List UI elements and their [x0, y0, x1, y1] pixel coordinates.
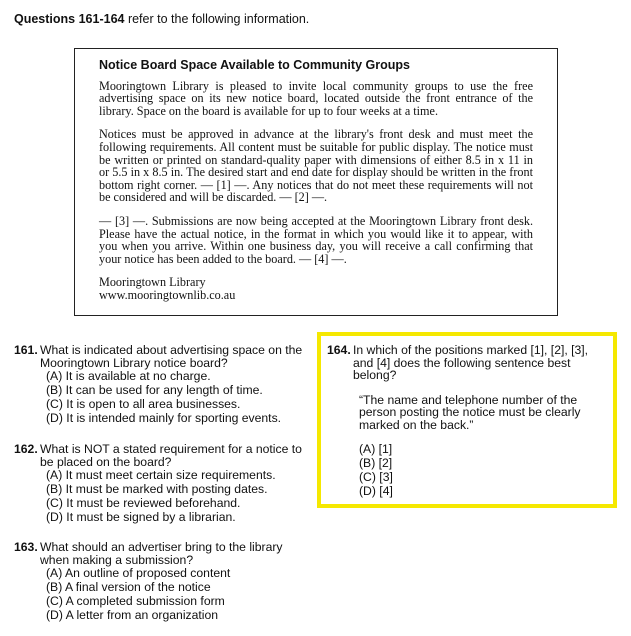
question-number: 163. — [14, 540, 38, 554]
option-c[interactable]: (C) It must be reviewed beforehand. — [46, 496, 241, 511]
question-stem: What should an advertiser bring to the library when making a submission? — [40, 540, 283, 567]
insert-sentence: “The name and telephone number of the person posting the notice must be clearly marked on the back.” — [359, 392, 581, 432]
option-a[interactable]: (A) An outline of proposed content — [46, 566, 231, 581]
question-164 — [327, 344, 609, 498]
notice-signature-name: Mooringtown Library — [99, 275, 206, 290]
option-c[interactable]: (C) [3] — [359, 469, 393, 484]
notice-paragraph-1: Mooringtown Library is pleased to invite local community groups to use the free advertising space on its new notice board, located outside the front entrance of the library. Space on the board is available for up to four weeks at a time. — [99, 78, 533, 118]
answer-options — [46, 468, 304, 524]
question-number: 162. — [14, 442, 38, 456]
answer-options — [359, 442, 609, 498]
notice-signature-url: www.mooringtownlib.co.au — [99, 287, 236, 302]
question-161 — [14, 344, 304, 425]
notice-paragraph-3: — [3] —. Submissions are now being accepted at the Mooringtown Library front desk. Please have the actual notice, in the format in which you would like it to appear, with you when you arrive. Within one business day, you will receive a call confirming that your notice has been added to the board. — [4] —. — [99, 213, 533, 266]
option-c[interactable]: (C) A completed submission form — [46, 594, 225, 609]
option-c[interactable]: (C) It is open to all area businesses. — [46, 397, 241, 412]
notice-box — [74, 48, 558, 316]
option-b[interactable]: (B) A final version of the notice — [46, 580, 211, 595]
question-stem: In which of the positions marked [1], [2], [3], and [4] does the following sentence best belong? — [353, 343, 589, 383]
option-d[interactable]: (D) [4] — [359, 483, 393, 498]
notice-title: Notice Board Space Available to Community Groups — [99, 58, 410, 72]
option-a[interactable]: (A) It must meet certain size requirements. — [46, 468, 276, 483]
question-stem: What is indicated about advertising space on the Mooringtown Library notice board? — [40, 343, 303, 370]
option-b[interactable]: (B) [2] — [359, 455, 393, 470]
question-number: 164. — [327, 343, 351, 357]
answer-options — [46, 566, 304, 622]
option-d[interactable]: (D) It is intended mainly for sporting events. — [46, 411, 282, 426]
questions-intro: refer to the following information. — [124, 12, 310, 26]
option-a[interactable]: (A) It is available at no charge. — [46, 369, 211, 384]
option-d[interactable]: (D) It must be signed by a librarian. — [46, 510, 236, 525]
answer-options — [46, 369, 304, 425]
notice-paragraph-2: Notices must be approved in advance at the library's front desk and must meet the following requirements. All content must be suitable for public display. The notice must be written or printed on standard-quality paper with dimensions of either 8.5 in x 11 in or 5.5 in x 8.5 in. The desired start and end date for display should be written in the front bottom right corner. — [1] —. Any notices that do not meet these requirements will not be considered and will be discarded. — [2] —. — [99, 127, 533, 205]
option-a[interactable]: (A) [1] — [359, 441, 393, 456]
questions-range: Questions 161-164 — [14, 12, 125, 26]
option-d[interactable]: (D) A letter from an organization — [46, 608, 219, 623]
questions-header — [14, 12, 309, 26]
option-b[interactable]: (B) It can be used for any length of time. — [46, 383, 263, 398]
question-162 — [14, 443, 304, 524]
question-stem: What is NOT a stated requirement for a notice to be placed on the board? — [40, 442, 302, 469]
question-number: 161. — [14, 343, 38, 357]
option-b[interactable]: (B) It must be marked with posting dates. — [46, 482, 268, 497]
question-163 — [14, 541, 304, 622]
